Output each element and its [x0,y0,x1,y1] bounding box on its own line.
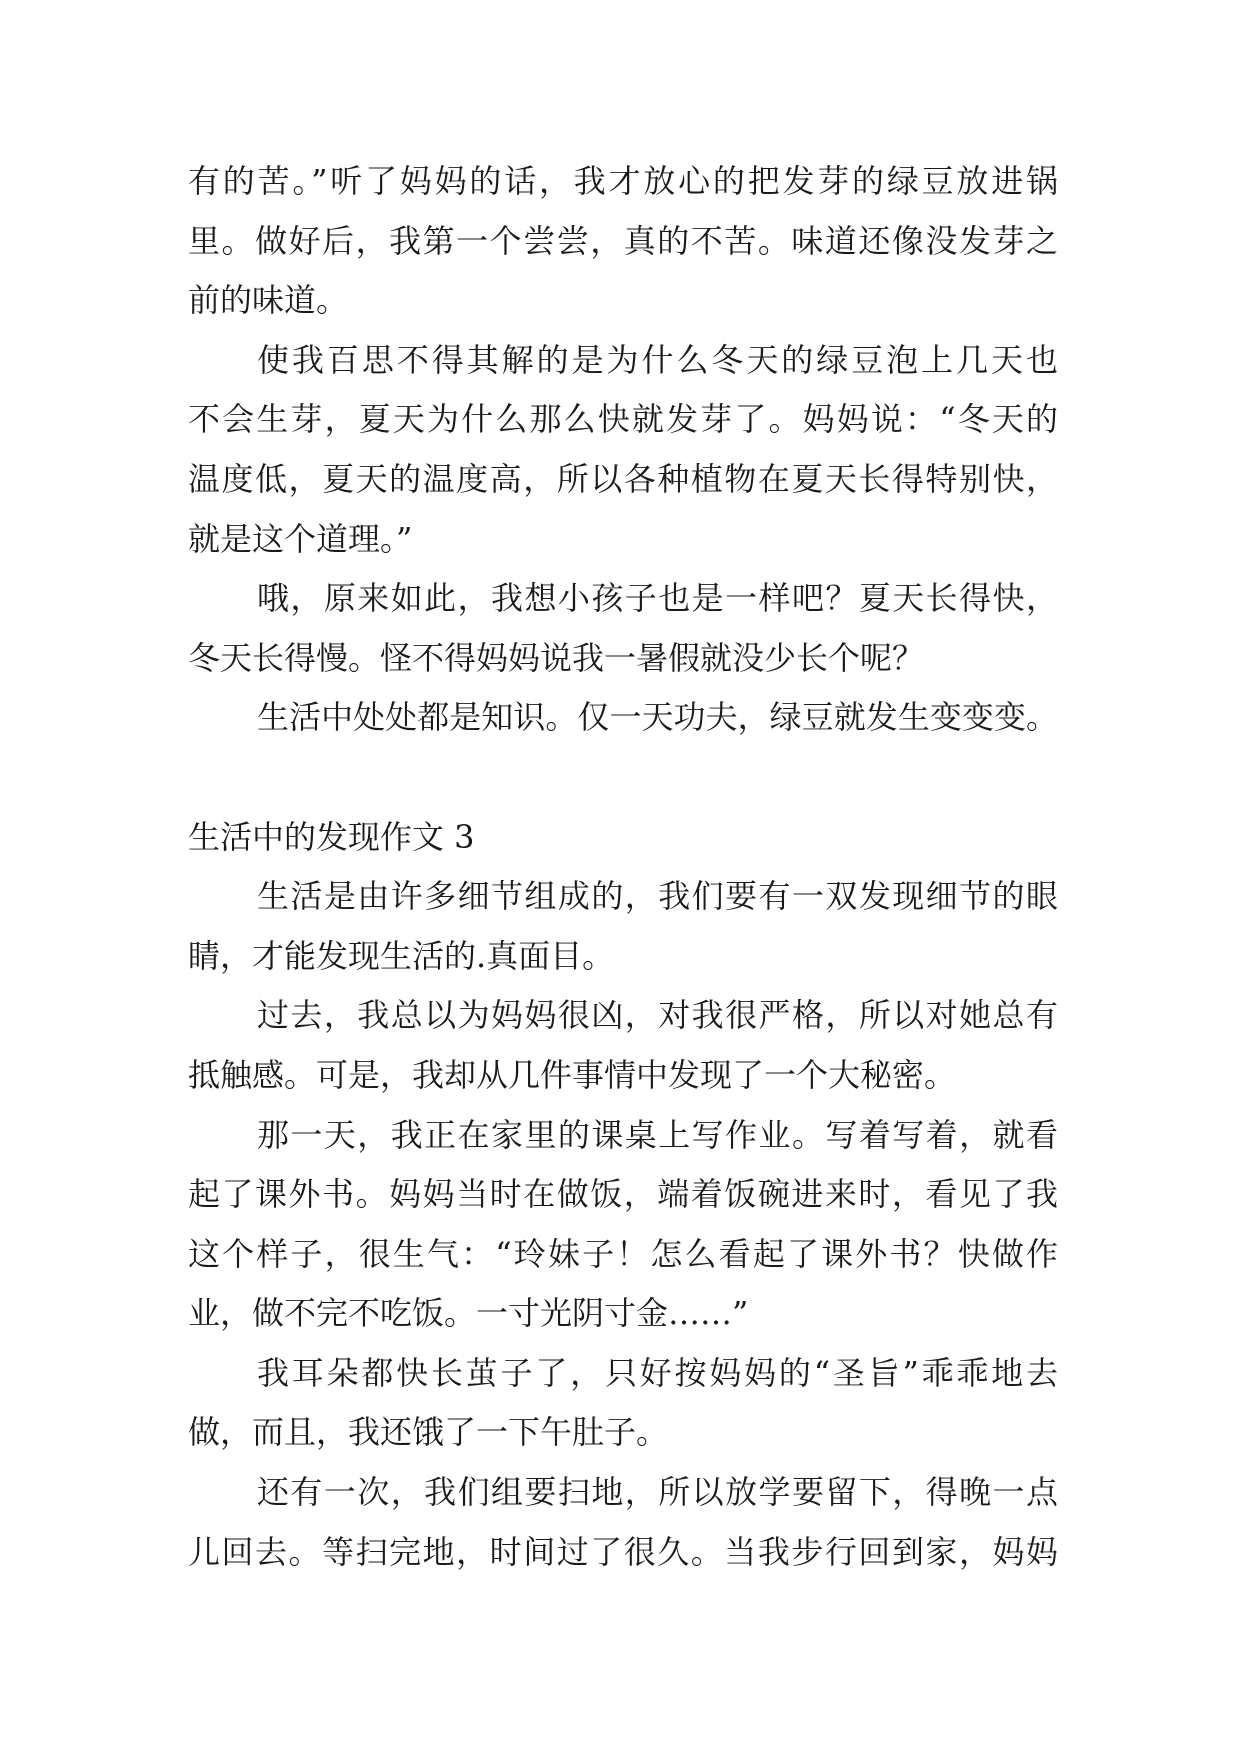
text-line: 里。做好后，我第一个尝尝，真的不苦。味道还像没发芽之 [188,221,1058,260]
text-line: 睛，才能发现生活的.真面目。 [188,936,615,975]
paragraph-first-line: 过去，我总以为妈妈很凶，对我很严格，所以对她总有 [257,996,1058,1035]
paragraph-first-line: 生活中处处都是知识。仅一天功夫，绿豆就发生变变变。 [257,698,1058,737]
text-line: 这个样子，很生气：“玲妹子！怎么看起了课外书？快做作 [188,1234,1058,1273]
text-line: 温度低，夏天的温度高，所以各种植物在夏天长得特别快， [188,459,1058,498]
text-line: 儿回去。等扫完地，时间过了很久。当我步行回到家，妈妈 [188,1532,1058,1571]
text-line: 就是这个道理。” [188,519,413,558]
text-line: 业，做不完不吃饭。一寸光阴寸金……” [188,1294,749,1333]
blank-line [188,748,1058,808]
paragraph-first-line: 使我百思不得其解的是为什么冬天的绿豆泡上几天也 [257,340,1058,379]
text-line: 冬天长得慢。怪不得妈妈说我一暑假就没少长个呢？ [188,638,925,677]
article-body [188,152,1058,1582]
text-line: 前的味道。 [188,281,349,320]
text-line: 起了课外书。妈妈当时在做饭，端着饭碗进来时，看见了我 [188,1175,1058,1214]
text-line: 做，而且，我还饿了一下午肚子。 [188,1413,669,1452]
text-line: 抵触感。可是，我却从几件事情中发现了一个大秘密。 [188,1055,957,1094]
paragraph-first-line: 哦，原来如此，我想小孩子也是一样吧？夏天长得快， [257,579,1058,618]
text-line: 不会生芽，夏天为什么那么快就发芽了。妈妈说：“冬天的 [188,400,1058,439]
paragraph-first-line: 还有一次，我们组要扫地，所以放学要留下，得晚一点 [257,1473,1058,1512]
section-heading: 生活中的发现作文 3 [188,817,475,856]
paragraph-first-line: 生活是由许多细节组成的，我们要有一双发现细节的眼 [257,877,1058,916]
paragraph-first-line: 那一天，我正在家里的课桌上写作业。写着写着，就看 [257,1115,1058,1154]
paragraph-first-line: 我耳朵都快长茧子了，只好按妈妈的“圣旨”乖乖地去 [257,1353,1058,1392]
text-line: 有的苦。”听了妈妈的话，我才放心的把发芽的绿豆放进锅 [188,162,1058,200]
